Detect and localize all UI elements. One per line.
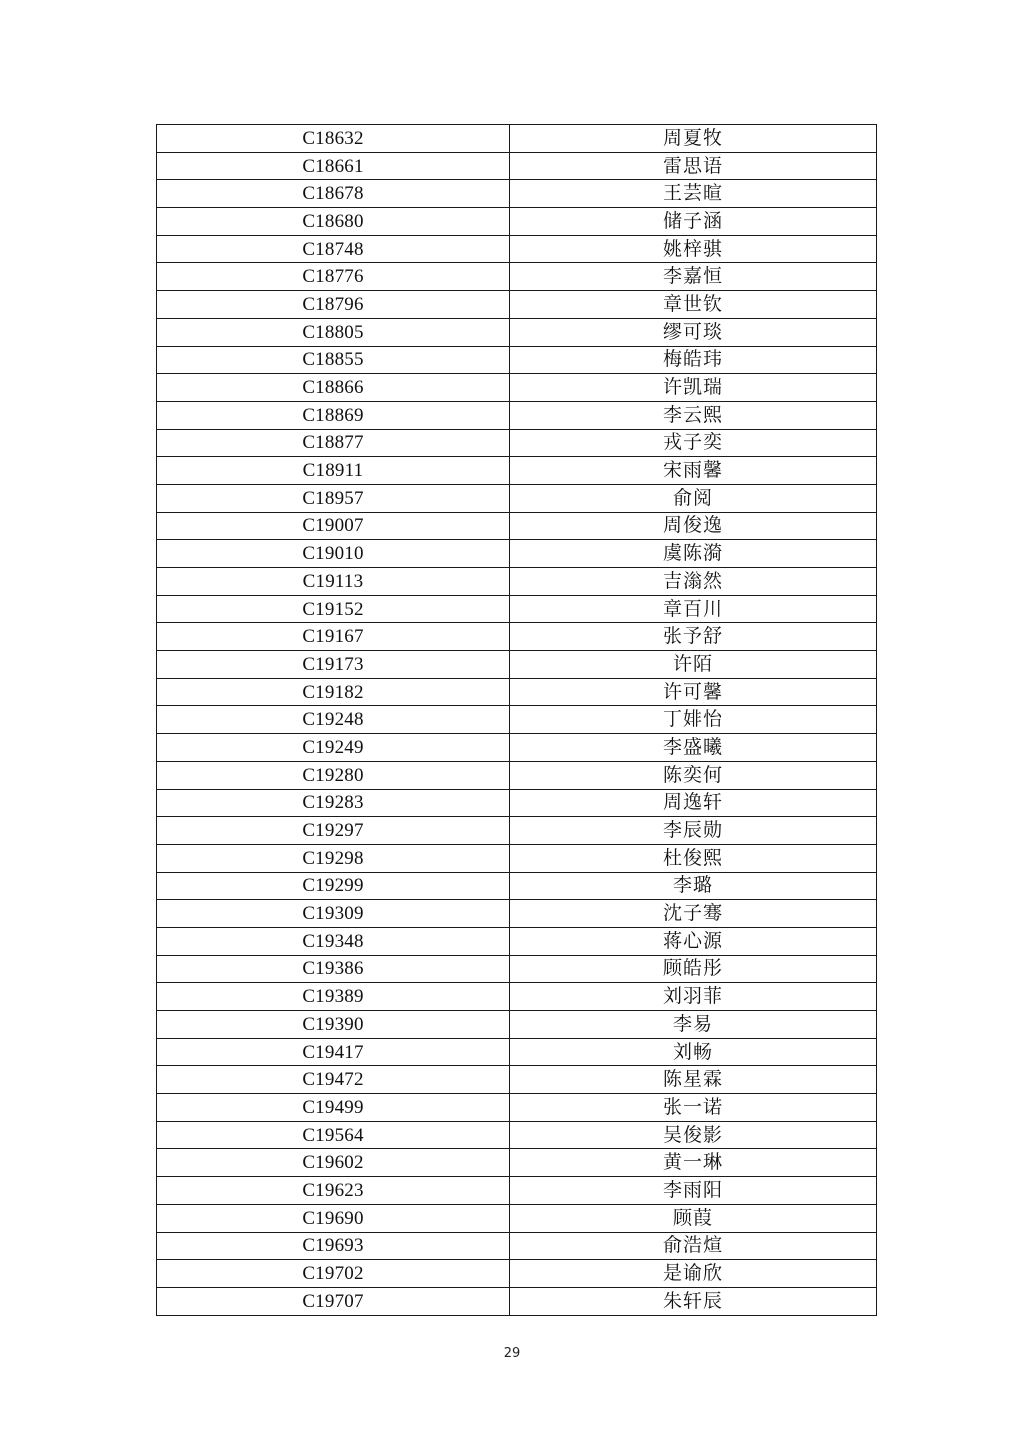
student-id-cell: C18748 (157, 235, 510, 263)
student-id-cell: C19152 (157, 595, 510, 623)
student-id-cell: C18680 (157, 208, 510, 236)
table-row (157, 1260, 877, 1288)
student-id-cell: C19007 (157, 512, 510, 540)
student-name-cell: 顾葭 (510, 1204, 877, 1232)
student-name-cell: 朱轩辰 (510, 1287, 877, 1315)
table-row (157, 1094, 877, 1122)
student-name-cell: 黄一琳 (510, 1149, 877, 1177)
table-row (157, 678, 877, 706)
student-name-cell: 许凯瑞 (510, 374, 877, 402)
student-id-cell: C19299 (157, 872, 510, 900)
student-name-cell: 雷思语 (510, 152, 877, 180)
student-id-cell: C19309 (157, 900, 510, 928)
table-row (157, 1177, 877, 1205)
student-name-cell: 吉滃然 (510, 568, 877, 596)
student-name-cell: 沈子骞 (510, 900, 877, 928)
student-name-cell: 缪可琰 (510, 318, 877, 346)
student-id-cell: C18869 (157, 401, 510, 429)
student-name-cell: 陈星霖 (510, 1066, 877, 1094)
student-id-cell: C18866 (157, 374, 510, 402)
student-name-cell: 陈奕何 (510, 761, 877, 789)
student-name-cell: 周夏牧 (510, 125, 877, 153)
student-id-cell: C18911 (157, 457, 510, 485)
student-name-cell: 俞阅 (510, 484, 877, 512)
student-id-cell: C19280 (157, 761, 510, 789)
table-row (157, 512, 877, 540)
student-id-cell: C18805 (157, 318, 510, 346)
table-row (157, 429, 877, 457)
student-id-cell: C18796 (157, 291, 510, 319)
table-row (157, 789, 877, 817)
student-id-cell: C19298 (157, 844, 510, 872)
student-id-cell: C19283 (157, 789, 510, 817)
table-row (157, 623, 877, 651)
student-id-cell: C18632 (157, 125, 510, 153)
student-name-cell: 虞陈漪 (510, 540, 877, 568)
student-id-cell: C19113 (157, 568, 510, 596)
table-row (157, 484, 877, 512)
student-id-cell: C19472 (157, 1066, 510, 1094)
table-row (157, 1011, 877, 1039)
student-name-cell: 姚梓骐 (510, 235, 877, 263)
table-row (157, 374, 877, 402)
student-id-cell: C19249 (157, 734, 510, 762)
student-id-cell: C19248 (157, 706, 510, 734)
student-name-cell: 周逸轩 (510, 789, 877, 817)
table-row (157, 235, 877, 263)
student-id-cell: C19602 (157, 1149, 510, 1177)
student-id-cell: C18776 (157, 263, 510, 291)
student-id-cell: C19693 (157, 1232, 510, 1260)
student-id-cell: C19564 (157, 1121, 510, 1149)
student-id-cell: C19010 (157, 540, 510, 568)
student-name-cell: 戎子奕 (510, 429, 877, 457)
student-id-cell: C19167 (157, 623, 510, 651)
student-id-cell: C19499 (157, 1094, 510, 1122)
student-name-cell: 李云熙 (510, 401, 877, 429)
student-id-cell: C19702 (157, 1260, 510, 1288)
table-row (157, 1204, 877, 1232)
student-name-cell: 张一诺 (510, 1094, 877, 1122)
student-id-cell: C18661 (157, 152, 510, 180)
student-id-cell: C19623 (157, 1177, 510, 1205)
student-name-cell: 顾皓彤 (510, 955, 877, 983)
table-row (157, 872, 877, 900)
student-id-cell: C19690 (157, 1204, 510, 1232)
student-id-cell: C19386 (157, 955, 510, 983)
table-row (157, 595, 877, 623)
student-id-cell: C19390 (157, 1011, 510, 1039)
student-name-cell: 刘羽菲 (510, 983, 877, 1011)
table-row (157, 955, 877, 983)
table-row (157, 761, 877, 789)
table-row (157, 457, 877, 485)
student-id-cell: C18877 (157, 429, 510, 457)
student-name-cell: 吴俊影 (510, 1121, 877, 1149)
table-row (157, 291, 877, 319)
student-id-cell: C19417 (157, 1038, 510, 1066)
student-name-cell: 李雨阳 (510, 1177, 877, 1205)
table-row (157, 401, 877, 429)
student-name-cell: 章世钦 (510, 291, 877, 319)
table-row (157, 900, 877, 928)
table-row (157, 180, 877, 208)
student-id-cell: C19389 (157, 983, 510, 1011)
student-name-cell: 李璐 (510, 872, 877, 900)
student-name-cell: 许可馨 (510, 678, 877, 706)
student-name-cell: 章百川 (510, 595, 877, 623)
table-row (157, 318, 877, 346)
table-row (157, 651, 877, 679)
student-name-cell: 李易 (510, 1011, 877, 1039)
student-name-cell: 刘畅 (510, 1038, 877, 1066)
table-row (157, 844, 877, 872)
table-row (157, 734, 877, 762)
student-name-cell: 宋雨馨 (510, 457, 877, 485)
roster-table (156, 124, 877, 1316)
table-row (157, 568, 877, 596)
table-row (157, 208, 877, 236)
student-id-cell: C19173 (157, 651, 510, 679)
student-name-cell: 俞浩煊 (510, 1232, 877, 1260)
table-row (157, 927, 877, 955)
student-id-cell: C19707 (157, 1287, 510, 1315)
table-row (157, 1287, 877, 1315)
student-name-cell: 张予舒 (510, 623, 877, 651)
student-name-cell: 李盛曦 (510, 734, 877, 762)
student-name-cell: 丁婔怡 (510, 706, 877, 734)
student-name-cell: 梅皓玮 (510, 346, 877, 374)
roster-table-body (157, 125, 877, 1316)
student-name-cell: 蒋心源 (510, 927, 877, 955)
student-id-cell: C19297 (157, 817, 510, 845)
student-name-cell: 杜俊熙 (510, 844, 877, 872)
table-row (157, 983, 877, 1011)
table-row (157, 817, 877, 845)
table-row (157, 706, 877, 734)
student-id-cell: C18957 (157, 484, 510, 512)
table-row (157, 1038, 877, 1066)
student-name-cell: 王芸暄 (510, 180, 877, 208)
student-id-cell: C18678 (157, 180, 510, 208)
table-row (157, 263, 877, 291)
table-row (157, 540, 877, 568)
student-name-cell: 李嘉恒 (510, 263, 877, 291)
table-row (157, 1149, 877, 1177)
page-number: 29 (503, 1346, 521, 1361)
student-name-cell: 李辰勋 (510, 817, 877, 845)
student-id-cell: C19348 (157, 927, 510, 955)
student-name-cell: 许陌 (510, 651, 877, 679)
table-row (157, 1066, 877, 1094)
student-id-cell: C18855 (157, 346, 510, 374)
student-name-cell: 储子涵 (510, 208, 877, 236)
table-row (157, 346, 877, 374)
table-row (157, 1121, 877, 1149)
table-row (157, 152, 877, 180)
student-name-cell: 是谕欣 (510, 1260, 877, 1288)
student-name-cell: 周俊逸 (510, 512, 877, 540)
table-row (157, 125, 877, 153)
table-row (157, 1232, 877, 1260)
student-id-cell: C19182 (157, 678, 510, 706)
